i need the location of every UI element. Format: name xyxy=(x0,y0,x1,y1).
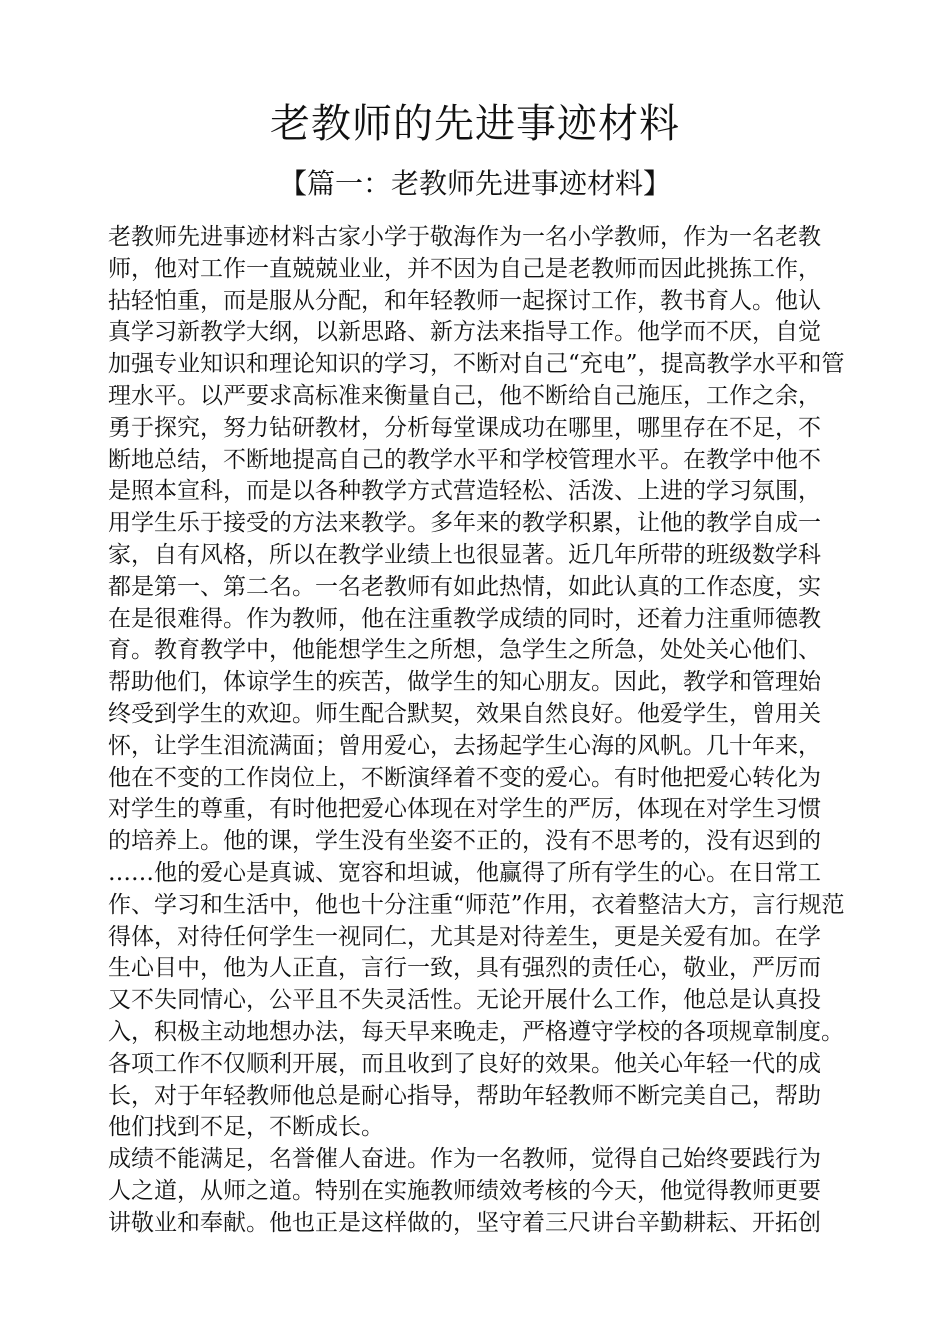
body-line: 作、学习和生活中，他也十分注重“师范”作用，衣着整洁大方，言行规范 xyxy=(108,891,845,918)
body-line: 对学生的尊重，有时他把爱心体现在对学生的严厉，体现在对学生习惯 xyxy=(108,796,821,823)
body-line: 育。教育教学中，他能想学生之所想，急学生之所急，处处关心他们、 xyxy=(108,637,821,664)
document-title: 老教师的先进事迹材料 xyxy=(270,101,680,147)
body-line: 家，自有风格，所以在教学业绩上也很显著。近几年所带的班级数学科 xyxy=(108,541,821,568)
body-line: 又不失同情心，公平且不失灵活性。无论开展什么工作，他总是认真投 xyxy=(108,987,821,1014)
body-line: 帮助他们，体谅学生的疾苦，做学生的知心朋友。因此，教学和管理始 xyxy=(108,669,821,696)
body-line: 在是很难得。作为教师，他在注重教学成绩的同时，还着力注重师德教 xyxy=(108,605,821,632)
body-line: 的培养上。他的课，学生没有坐姿不正的，没有不思考的，没有迟到的 xyxy=(108,828,821,855)
body-line: ……他的爱心是真诚、宽容和坦诚，他赢得了所有学生的心。在日常工 xyxy=(108,859,821,886)
body-line: 师，他对工作一直兢兢业业，并不因为自己是老教师而因此挑拣工作， xyxy=(108,255,821,282)
body-line: 得体，对待任何学生一视同仁，尤其是对待差生，更是关爱有加。在学 xyxy=(108,923,821,950)
body-line: 怀，让学生泪流满面；曾用爱心，去扬起学生心海的风帆。几十年来， xyxy=(108,732,821,759)
body-line: 勇于探究，努力钻研教材，分析每堂课成功在哪里，哪里存在不足，不 xyxy=(108,414,821,441)
body-line: 人之道，从师之道。特别在实施教师绩效考核的今天，他觉得教师更要 xyxy=(108,1177,821,1204)
body-line: 真学习新教学大纲，以新思路、新方法来指导工作。他学而不厌，自觉 xyxy=(108,319,821,346)
body-line: 拈轻怕重，而是服从分配，和年轻教师一起探讨工作，教书育人。他认 xyxy=(108,287,821,314)
body-line: 终受到学生的欢迎。师生配合默契，效果自然良好。他爱学生，曾用关 xyxy=(108,700,821,727)
body-line: 他在不变的工作岗位上，不断演绎着不变的爱心。有时他把爱心转化为 xyxy=(108,764,821,791)
body-line: 成绩不能满足，名誉催人奋进。作为一名教师，觉得自己始终要践行为 xyxy=(108,1146,821,1173)
body-line: 他们找到不足，不断成长。 xyxy=(108,1114,384,1141)
body-line: 入，积极主动地想办法，每天早来晚走，严格遵守学校的各项规章制度。 xyxy=(108,1018,844,1045)
body-line: 加强专业知识和理论知识的学习，不断对自己“充电”，提高教学水平和管 xyxy=(108,351,845,378)
body-text xyxy=(108,222,848,1240)
body-line: 是照本宣科，而是以各种教学方式营造轻松、活泼、上进的学习氛围， xyxy=(108,478,821,505)
body-line: 断地总结，不断地提高自己的教学水平和学校管理水平。在教学中他不 xyxy=(108,446,821,473)
body-line: 长，对于年轻教师他总是耐心指导，帮助年轻教师不断完美自己，帮助 xyxy=(108,1082,821,1109)
body-line: 各项工作不仅顺利开展，而且收到了良好的效果。他关心年轻一代的成 xyxy=(108,1050,821,1077)
document-subtitle: 【篇一：老教师先进事迹材料】 xyxy=(278,167,671,200)
body-line: 用学生乐于接受的方法来教学。多年来的教学积累，让他的教学自成一 xyxy=(108,510,821,537)
body-line: 老教师先进事迹材料古家小学于敬海作为一名小学教师，作为一名老教 xyxy=(108,224,821,250)
body-line: 讲敬业和奉献。他也正是这样做的，坚守着三尺讲台辛勤耕耘、开拓创 xyxy=(108,1209,821,1236)
body-line: 生心目中，他为人正直，言行一致，具有强烈的责任心，敬业，严厉而 xyxy=(108,955,821,982)
body-line: 理水平。以严要求高标准来衡量自己，他不断给自己施压，工作之余， xyxy=(108,382,821,409)
body-line: 都是第一、第二名。一名老教师有如此热情，如此认真的工作态度，实 xyxy=(108,573,821,600)
